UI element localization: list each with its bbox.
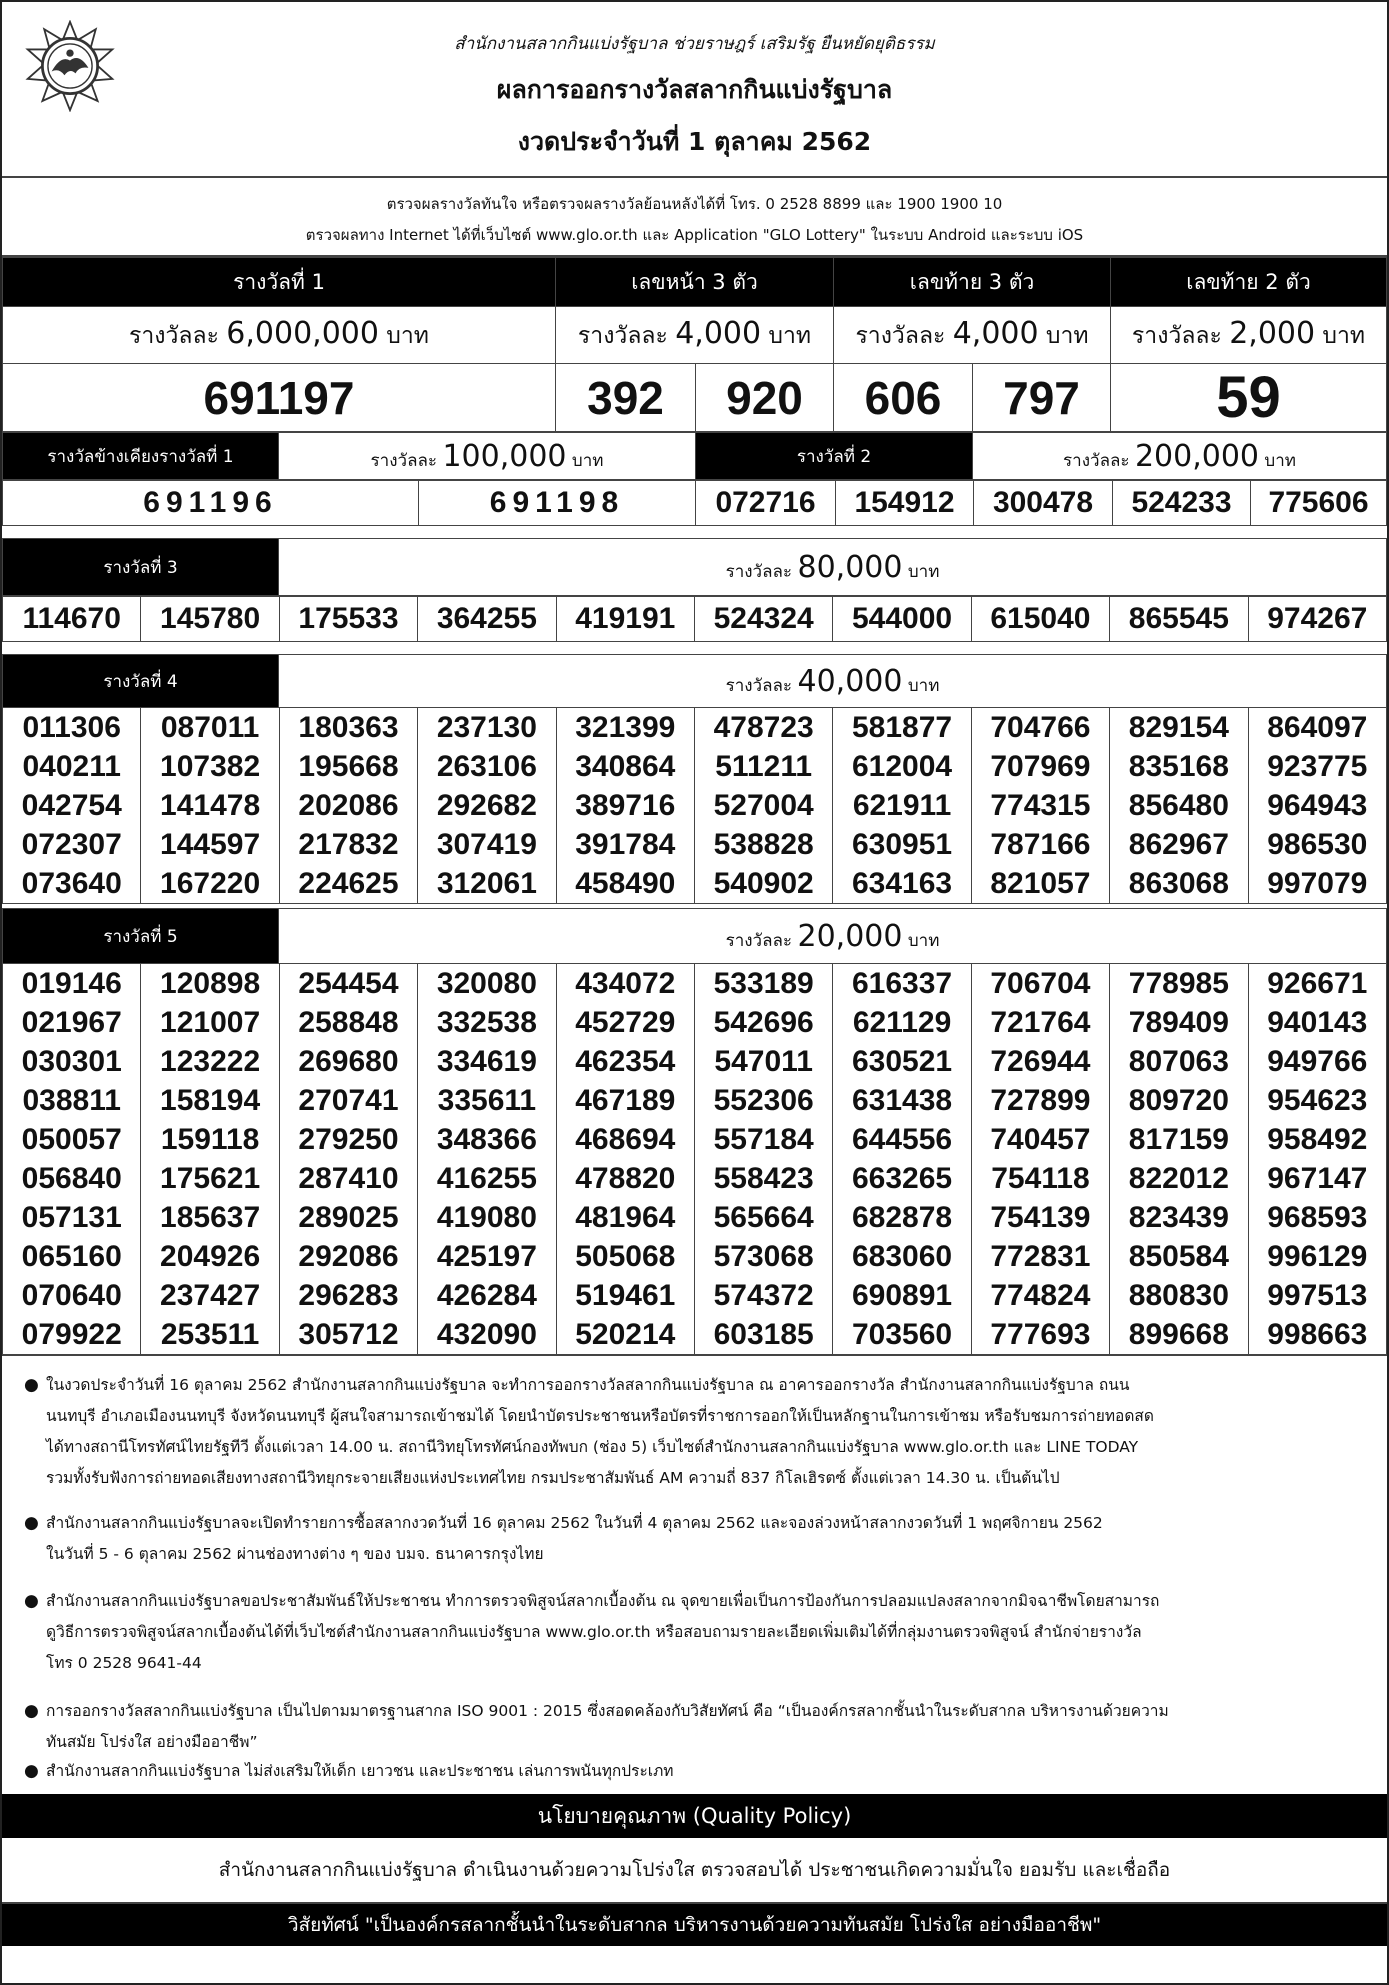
fifth-prize-number: 204926	[141, 1237, 279, 1276]
fifth-prize-table	[2, 908, 1387, 964]
second-prize-number: 300478	[974, 481, 1113, 526]
info-phone: ตรวจผลรางวัลทันใจ หรือตรวจผลรางวัลย้อนหลังได้ที่ โทร. 0 2528 8899 และ 1900 1900 10	[386, 195, 1003, 213]
third-prize-number: 145780	[141, 597, 279, 642]
third-prize-number: 865545	[1110, 597, 1248, 642]
fourth-prize-number: 391784	[556, 825, 694, 864]
fifth-prize-number: 320080	[418, 964, 556, 1003]
first-prize-title: รางวัลที่ 1	[3, 258, 556, 307]
fifth-prize-number: 809720	[1110, 1081, 1248, 1120]
fifth-prize-number: 038811	[3, 1081, 141, 1120]
fifth-prize-number: 279250	[279, 1120, 417, 1159]
fifth-prize-number: 019146	[3, 964, 141, 1003]
fourth-prize-number: 292682	[418, 786, 556, 825]
near-first-number: 691196	[3, 481, 419, 526]
first-prize-amount: รางวัลละ 6,000,000 บาท	[3, 307, 556, 364]
fifth-prize-number: 462354	[556, 1042, 694, 1081]
fourth-prize-number: 538828	[694, 825, 832, 864]
fifth-prize-number: 573068	[694, 1237, 832, 1276]
fourth-prize-number: 527004	[694, 786, 832, 825]
front3-title: เลขหน้า 3 ตัว	[556, 258, 834, 307]
fourth-prize-number: 237130	[418, 708, 556, 747]
fifth-prize-number: 630521	[833, 1042, 971, 1081]
page-title: ผลการออกรางวัลสลากกินแบ่งรัฐบาล	[496, 75, 893, 104]
fifth-prize-number: 552306	[694, 1081, 832, 1120]
fifth-prize-number: 185637	[141, 1198, 279, 1237]
third-prize-table	[2, 538, 1387, 596]
fifth-prize-number: 159118	[141, 1120, 279, 1159]
fifth-prize-number: 070640	[3, 1276, 141, 1315]
fifth-prize-number: 334619	[418, 1042, 556, 1081]
fourth-prize-number: 630951	[833, 825, 971, 864]
fifth-prize-number: 452729	[556, 1003, 694, 1042]
back2-number: 59	[1111, 364, 1387, 432]
fifth-prize-number: 778985	[1110, 964, 1248, 1003]
top-prizes-table	[2, 257, 1387, 432]
fifth-prize-number: 258848	[279, 1003, 417, 1042]
announcements	[2, 1354, 1387, 1794]
fourth-prize-number: 774315	[971, 786, 1109, 825]
fifth-prize-number: 335611	[418, 1081, 556, 1120]
front3-number: 920	[696, 364, 834, 432]
announcement-item: ● สำนักงานสลากกินแบ่งรัฐบาล ไม่ส่งเสริมให้เด็ก เยาวชน และประชาชน เล่นการพนันทุกประเภท	[24, 1756, 1369, 1787]
third-prize-number: 615040	[971, 597, 1109, 642]
fourth-prize-number: 307419	[418, 825, 556, 864]
fifth-prize-number: 772831	[971, 1237, 1109, 1276]
fifth-prize-number: 237427	[141, 1276, 279, 1315]
front3-number: 392	[556, 364, 696, 432]
number-row	[3, 747, 1387, 786]
fourth-prize-number: 202086	[279, 786, 417, 825]
fifth-prize-number: 432090	[418, 1315, 556, 1354]
fourth-prize-number: 856480	[1110, 786, 1248, 825]
fifth-prize-number: 121007	[141, 1003, 279, 1042]
fourth-prize-number: 964943	[1248, 786, 1386, 825]
fifth-prize-number: 289025	[279, 1198, 417, 1237]
fifth-prize-number: 789409	[1110, 1003, 1248, 1042]
fifth-prize-number: 296283	[279, 1276, 417, 1315]
fifth-prize-number: 967147	[1248, 1159, 1386, 1198]
fifth-prize-number: 425197	[418, 1237, 556, 1276]
number-row	[3, 786, 1387, 825]
fourth-prize-number: 707969	[971, 747, 1109, 786]
fourth-prize-number: 829154	[1110, 708, 1248, 747]
third-prize-amount: รางวัลละ 80,000 บาท	[279, 539, 1387, 596]
fifth-prize-number: 565664	[694, 1198, 832, 1237]
fifth-prize-number: 822012	[1110, 1159, 1248, 1198]
quality-policy-title: นโยบายคุณภาพ (Quality Policy)	[2, 1794, 1387, 1838]
fourth-prize-number: 863068	[1110, 864, 1248, 903]
second-prize-number: 524233	[1113, 481, 1251, 526]
fifth-prize-number: 949766	[1248, 1042, 1386, 1081]
third-prize-number: 524324	[694, 597, 832, 642]
fourth-prize-number: 704766	[971, 708, 1109, 747]
announcement-item: ● ในงวดประจำวันที่ 16 ตุลาคม 2562 สำนักงานสลากกินแบ่งรัฐบาล จะทำการออกรางวัลสลากกินแบ่งรัฐบาล ณ อาคารออกรางวัล สำนักงานสลากกินแบ่งรัฐบาล ถนน นนทบุรี อำเภอเมืองนนทบุรี จังหวัดนนทบุรี ผู้สนใจสามารถเข้าชมได้ โดยนำบัตรประชาชนหรือบัตรที่ราชการออกให้เป็นหลักฐานในการเข้าชม หรือรับชมการถ่ายทอดสด ได้ทางสถานีโทรทัศน์ไทยรัฐทีวี ตั้งแต่เวลา 14.00 น. สถานีวิทยุโทรทัศน์กองทัพบก (ช่อง 5) เว็บไซต์สำนักงานสลากกินแบ่งรัฐบาล www.glo.or.th และ LINE TODAY รวมทั้งรับฟังการถ่ายทอดเสียงทางสถานีวิทยุกระจายเสียงแห่งประเทศไทย กรมประชาสัมพันธ์ AM ความถี่ 837 กิโลเฮิรตซ์ ตั้งแต่เวลา 14.30 น. เป็นต้นไป	[24, 1370, 1369, 1494]
fourth-prize-number: 634163	[833, 864, 971, 903]
fifth-prize-number: 021967	[3, 1003, 141, 1042]
vision-statement: วิสัยทัศน์ "เป็นองค์กรสลากชั้นนำในระดับสากล บริหารงานด้วยความทันสมัย โปร่งใส อย่างมืออาชีพ"	[2, 1904, 1387, 1946]
fourth-prize-number: 835168	[1110, 747, 1248, 786]
back3-title: เลขท้าย 3 ตัว	[834, 258, 1111, 307]
near-first-amount: รางวัลละ 100,000 บาท	[279, 433, 696, 480]
fourth-prize-numbers	[2, 708, 1387, 903]
fifth-prize-number: 270741	[279, 1081, 417, 1120]
fifth-prize-number: 631438	[833, 1081, 971, 1120]
fifth-prize-number: 807063	[1110, 1042, 1248, 1081]
fourth-prize-number: 224625	[279, 864, 417, 903]
fifth-prize-number: 468694	[556, 1120, 694, 1159]
fourth-prize-number: 458490	[556, 864, 694, 903]
fourth-prize-number: 389716	[556, 786, 694, 825]
fifth-prize-number: 574372	[694, 1276, 832, 1315]
fifth-prize-number: 663265	[833, 1159, 971, 1198]
fifth-prize-number: 542696	[694, 1003, 832, 1042]
fourth-prize-number: 144597	[141, 825, 279, 864]
fifth-prize-number: 287410	[279, 1159, 417, 1198]
number-row	[3, 1315, 1387, 1354]
number-row	[3, 1237, 1387, 1276]
fourth-prize-number: 621911	[833, 786, 971, 825]
fifth-prize-number: 120898	[141, 964, 279, 1003]
fifth-prize-number: 505068	[556, 1237, 694, 1276]
fifth-prize-number: 533189	[694, 964, 832, 1003]
fifth-prize-number: 850584	[1110, 1237, 1248, 1276]
fifth-prize-number: 777693	[971, 1315, 1109, 1354]
fifth-prize-number: 557184	[694, 1120, 832, 1159]
number-row	[3, 1198, 1387, 1237]
fifth-prize-number: 727899	[971, 1081, 1109, 1120]
fifth-prize-number: 926671	[1248, 964, 1386, 1003]
number-row	[3, 1003, 1387, 1042]
third-prize-number: 175533	[279, 597, 417, 642]
fifth-prize-number: 065160	[3, 1237, 141, 1276]
fifth-prize-number: 056840	[3, 1159, 141, 1198]
fifth-prize-number: 426284	[418, 1276, 556, 1315]
number-row	[3, 708, 1387, 747]
fifth-prize-number: 940143	[1248, 1003, 1386, 1042]
fifth-prize-title: รางวัลที่ 5	[3, 909, 279, 964]
fifth-prize-number: 682878	[833, 1198, 971, 1237]
fifth-prize-number: 434072	[556, 964, 694, 1003]
fourth-prize-number: 986530	[1248, 825, 1386, 864]
back3-amount: รางวัลละ 4,000 บาท	[834, 307, 1111, 364]
announcement-item: ● การออกรางวัลสลากกินแบ่งรัฐบาล เป็นไปตามมาตรฐานสากล ISO 9001 : 2015 ซึ่งสอดคล้องกับวิสัยทัศน์ คือ “เป็นองค์กรสลากชั้นนำในระดับสากล บริหารงานด้วยความ ทันสมัย โปร่งใส อย่างมืออาชีพ”	[24, 1696, 1369, 1758]
fifth-prize-number: 823439	[1110, 1198, 1248, 1237]
fourth-prize-number: 195668	[279, 747, 417, 786]
fifth-prize-number: 740457	[971, 1120, 1109, 1159]
fifth-prize-number: 621129	[833, 1003, 971, 1042]
fifth-prize-number: 253511	[141, 1315, 279, 1354]
second-prize-title: รางวัลที่ 2	[696, 433, 973, 480]
second-prize-number: 072716	[696, 481, 836, 526]
fifth-prize-number: 706704	[971, 964, 1109, 1003]
fifth-prize-number: 269680	[279, 1042, 417, 1081]
fourth-prize-number: 864097	[1248, 708, 1386, 747]
fifth-prize-number: 332538	[418, 1003, 556, 1042]
fourth-prize-number: 923775	[1248, 747, 1386, 786]
fifth-prize-number: 721764	[971, 1003, 1109, 1042]
fifth-prize-number: 616337	[833, 964, 971, 1003]
fourth-prize-number: 072307	[3, 825, 141, 864]
third-prize-number: 364255	[418, 597, 556, 642]
second-prize-number: 154912	[836, 481, 974, 526]
third-prize-number: 114670	[3, 597, 141, 642]
fifth-prize-number: 997513	[1248, 1276, 1386, 1315]
spacer	[2, 526, 1387, 538]
fifth-prize-number: 558423	[694, 1159, 832, 1198]
fourth-prize-number: 167220	[141, 864, 279, 903]
fourth-prize-number: 217832	[279, 825, 417, 864]
fourth-prize-number: 263106	[418, 747, 556, 786]
fifth-prize-amount: รางวัลละ 20,000 บาท	[279, 909, 1387, 964]
fifth-prize-number: 547011	[694, 1042, 832, 1081]
fourth-prize-number: 540902	[694, 864, 832, 903]
fourth-prize-number: 321399	[556, 708, 694, 747]
near-and-second-numbers	[2, 480, 1387, 526]
fifth-prize-number: 644556	[833, 1120, 971, 1159]
fourth-prize-number: 312061	[418, 864, 556, 903]
number-row	[3, 964, 1387, 1003]
fifth-prize-number: 603185	[694, 1315, 832, 1354]
near-and-second-table	[2, 432, 1387, 480]
fourth-prize-table	[2, 654, 1387, 708]
fourth-prize-number: 040211	[3, 747, 141, 786]
third-prize-numbers	[2, 596, 1387, 642]
fifth-prize-number: 030301	[3, 1042, 141, 1081]
fifth-prize-number: 292086	[279, 1237, 417, 1276]
fourth-prize-title: รางวัลที่ 4	[3, 655, 279, 708]
fifth-prize-number: 254454	[279, 964, 417, 1003]
fifth-prize-number: 754139	[971, 1198, 1109, 1237]
third-prize-number: 974267	[1248, 597, 1386, 642]
fifth-prize-number: 481964	[556, 1198, 694, 1237]
number-row	[3, 1276, 1387, 1315]
fourth-prize-number: 478723	[694, 708, 832, 747]
fifth-prize-number: 520214	[556, 1315, 694, 1354]
first-prize-number: 691197	[3, 364, 556, 432]
number-row	[3, 825, 1387, 864]
third-prize-number: 419191	[556, 597, 694, 642]
fifth-prize-numbers	[2, 964, 1387, 1354]
fourth-prize-number: 997079	[1248, 864, 1386, 903]
fifth-prize-number: 880830	[1110, 1276, 1248, 1315]
fourth-prize-number: 787166	[971, 825, 1109, 864]
check-info	[2, 178, 1387, 257]
fifth-prize-number: 158194	[141, 1081, 279, 1120]
front3-amount: รางวัลละ 4,000 บาท	[556, 307, 834, 364]
fifth-prize-number: 690891	[833, 1276, 971, 1315]
back3-number: 606	[834, 364, 973, 432]
fourth-prize-number: 073640	[3, 864, 141, 903]
fifth-prize-number: 478820	[556, 1159, 694, 1198]
quality-policy-text: สำนักงานสลากกินแบ่งรัฐบาล ดำเนินงานด้วยความโปร่งใส ตรวจสอบได้ ประชาชนเกิดความมั่นใจ ยอมรับ และเชื่อถือ	[2, 1838, 1387, 1904]
fourth-prize-number: 511211	[694, 747, 832, 786]
fifth-prize-number: 175621	[141, 1159, 279, 1198]
number-row	[3, 1081, 1387, 1120]
header-motto: สำนักงานสลากกินแบ่งรัฐบาล ช่วยราษฎร์ เสริมรัฐ ยืนหยัดยุติธรรม	[454, 34, 935, 54]
info-internet: ตรวจผลทาง Internet ได้ที่เว็บไซต์ www.glo.or.th และ Application "GLO Lottery" ในระบบ Android และระบบ iOS	[305, 226, 1084, 244]
near-first-title: รางวัลข้างเคียงรางวัลที่ 1	[3, 433, 279, 480]
back2-amount: รางวัลละ 2,000 บาท	[1111, 307, 1387, 364]
fourth-prize-number: 011306	[3, 708, 141, 747]
fifth-prize-number: 419080	[418, 1198, 556, 1237]
second-prize-amount: รางวัลละ 200,000 บาท	[973, 433, 1387, 480]
fourth-prize-number: 180363	[279, 708, 417, 747]
draw-date: งวดประจำวันที่ 1 ตุลาคม 2562	[517, 127, 872, 156]
near-first-number: 691198	[419, 481, 696, 526]
fifth-prize-number: 079922	[3, 1315, 141, 1354]
fourth-prize-number: 340864	[556, 747, 694, 786]
number-row	[3, 864, 1387, 903]
fourth-prize-number: 581877	[833, 708, 971, 747]
third-prize-number: 544000	[833, 597, 971, 642]
fourth-prize-number: 107382	[141, 747, 279, 786]
fourth-prize-number: 141478	[141, 786, 279, 825]
header	[2, 2, 1387, 178]
announcement-item: ● สำนักงานสลากกินแบ่งรัฐบาลจะเปิดทำรายการซื้อสลากงวดวันที่ 16 ตุลาคม 2562 ในวันที่ 4 ตุลาคม 2562 และจองล่วงหน้าสลากงวดวันที่ 1 พฤศจิกายน 2562 ในวันที่ 5 - 6 ตุลาคม 2562 ผ่านช่องทางต่าง ๆ ของ บมจ. ธนาคารกรุงไทย	[24, 1508, 1369, 1570]
fifth-prize-number: 726944	[971, 1042, 1109, 1081]
fifth-prize-number: 968593	[1248, 1198, 1386, 1237]
fourth-prize-number: 042754	[3, 786, 141, 825]
second-prize-number: 775606	[1251, 481, 1387, 526]
fifth-prize-number: 899668	[1110, 1315, 1248, 1354]
fourth-prize-number: 821057	[971, 864, 1109, 903]
fifth-prize-number: 467189	[556, 1081, 694, 1120]
fifth-prize-number: 954623	[1248, 1081, 1386, 1120]
fifth-prize-number: 996129	[1248, 1237, 1386, 1276]
fifth-prize-number: 123222	[141, 1042, 279, 1081]
back2-title: เลขท้าย 2 ตัว	[1111, 258, 1387, 307]
fifth-prize-number: 416255	[418, 1159, 556, 1198]
fourth-prize-amount: รางวัลละ 40,000 บาท	[279, 655, 1387, 708]
third-prize-title: รางวัลที่ 3	[3, 539, 279, 596]
fifth-prize-number: 519461	[556, 1276, 694, 1315]
fifth-prize-number: 817159	[1110, 1120, 1248, 1159]
number-row	[3, 1159, 1387, 1198]
number-row	[3, 1120, 1387, 1159]
fifth-prize-number: 305712	[279, 1315, 417, 1354]
fifth-prize-number: 998663	[1248, 1315, 1386, 1354]
fifth-prize-number: 754118	[971, 1159, 1109, 1198]
fifth-prize-number: 050057	[3, 1120, 141, 1159]
announcement-item: ● สำนักงานสลากกินแบ่งรัฐบาลขอประชาสัมพันธ์ให้ประชาชน ทำการตรวจพิสูจน์สลากเบื้องต้น ณ จุดขายเพื่อเป็นการป้องกันการปลอมแปลงสลากจากมิจฉาชีพโดยสามารถ ดูวิธีการตรวจพิสูจน์สลากเบื้องต้นได้ที่เว็บไซต์สำนักงานสลากกินแบ่งรัฐบาล www.glo.or.th หรือสอบถามรายละเอียดเพิ่มเติมได้ที่กลุ่มงานตรวจพิสูจน์ สำนักจ่ายรางวัล โทร 0 2528 9641-44	[24, 1586, 1369, 1679]
fourth-prize-number: 612004	[833, 747, 971, 786]
fifth-prize-number: 958492	[1248, 1120, 1386, 1159]
number-row	[3, 1042, 1387, 1081]
fifth-prize-number: 348366	[418, 1120, 556, 1159]
spacer	[2, 642, 1387, 654]
fourth-prize-number: 087011	[141, 708, 279, 747]
back3-number: 797	[973, 364, 1111, 432]
fourth-prize-number: 862967	[1110, 825, 1248, 864]
fifth-prize-number: 774824	[971, 1276, 1109, 1315]
fifth-prize-number: 683060	[833, 1237, 971, 1276]
fifth-prize-number: 057131	[3, 1198, 141, 1237]
fifth-prize-number: 703560	[833, 1315, 971, 1354]
